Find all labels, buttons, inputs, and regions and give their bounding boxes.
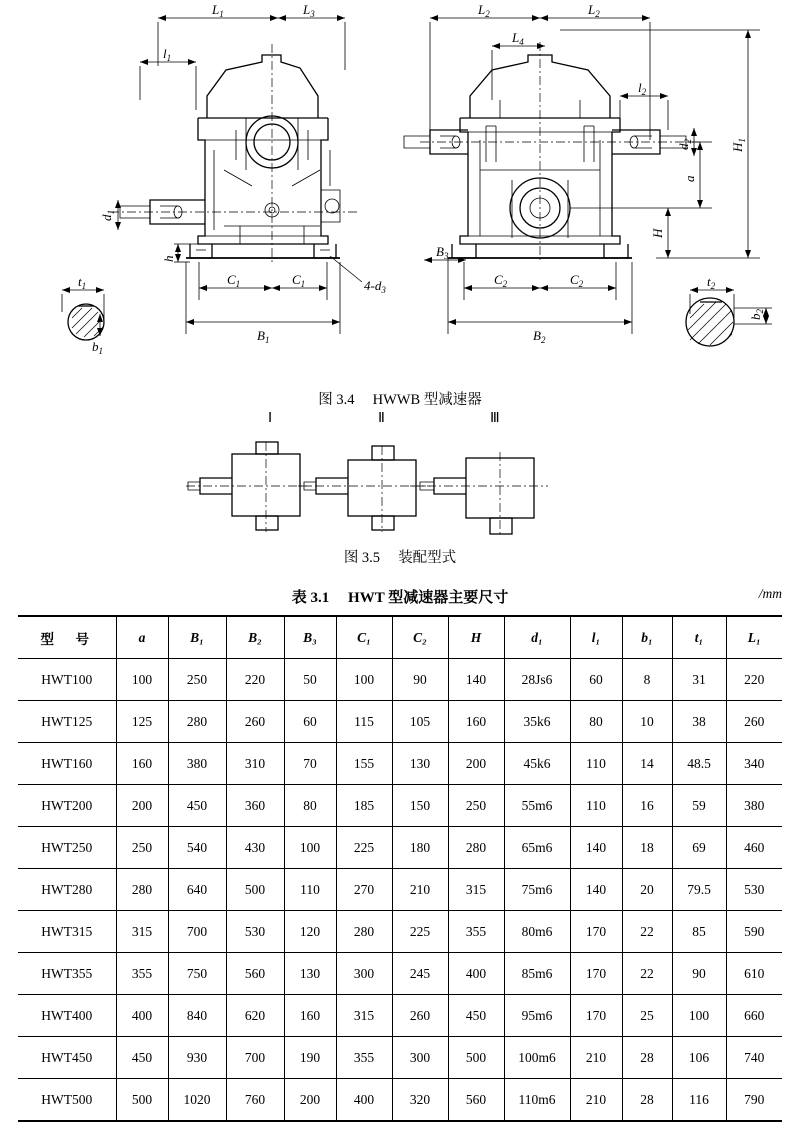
- table-cell: 80m6: [504, 911, 570, 953]
- cell-model: HWT160: [18, 743, 116, 785]
- col-header-B1: B₁: [168, 616, 226, 659]
- table-row: [18, 995, 782, 1037]
- table-cell: 59: [672, 785, 726, 827]
- table-cell: 280: [168, 701, 226, 743]
- table-cell: 200: [448, 743, 504, 785]
- table-cell: 355: [336, 1037, 392, 1079]
- cell-model: HWT355: [18, 953, 116, 995]
- cell-model: HWT315: [18, 911, 116, 953]
- figure-3-4-drawing: [0, 0, 800, 370]
- svg-text:t1: $t_1$: [78, 274, 87, 291]
- table-cell: 280: [448, 827, 504, 869]
- table-cell: 250: [116, 827, 168, 869]
- table-cell: 355: [448, 911, 504, 953]
- cell-model: HWT200: [18, 785, 116, 827]
- table-cell: 106: [672, 1037, 726, 1079]
- figure-3-5: [0, 408, 800, 566]
- table-cell: 90: [672, 953, 726, 995]
- figure-3-5-number: 图 3.5: [343, 550, 381, 566]
- col-header-t1: t₁: [672, 616, 726, 659]
- table-cell: 28: [622, 1037, 672, 1079]
- table-cell: 48.5: [672, 743, 726, 785]
- col-header-H: H: [448, 616, 504, 659]
- figure-3-5-title: 装配型式: [398, 550, 457, 566]
- cell-model: HWT125: [18, 701, 116, 743]
- figure-3-5-drawing: [0, 408, 800, 548]
- col-header-C1: C₁: [336, 616, 392, 659]
- col-header-C2: C₂: [392, 616, 448, 659]
- table-cell: 28Js6: [504, 659, 570, 701]
- table-cell: 700: [168, 911, 226, 953]
- figure-3-4: [0, 0, 800, 408]
- figure-3-4-caption: [0, 388, 800, 409]
- cell-model: HWT100: [18, 659, 116, 701]
- cell-model: HWT500: [18, 1079, 116, 1122]
- cell-model: HWT450: [18, 1037, 116, 1079]
- table-cell: 150: [392, 785, 448, 827]
- table-cell: 100: [284, 827, 336, 869]
- table-row: [18, 743, 782, 785]
- assembly-label-2: Ⅱ: [378, 411, 385, 426]
- table-row: [18, 911, 782, 953]
- table-cell: 60: [570, 659, 622, 701]
- svg-text:B2: $B_2$: [533, 328, 546, 345]
- table-cell: 85: [672, 911, 726, 953]
- table-cell: 170: [570, 911, 622, 953]
- table-cell: 210: [392, 869, 448, 911]
- table-cell: 70: [284, 743, 336, 785]
- table-cell: 116: [672, 1079, 726, 1122]
- table-cell: 220: [726, 659, 782, 701]
- svg-text:t2: $t_2$: [707, 274, 716, 291]
- table-cell: 110: [284, 869, 336, 911]
- table-cell: 155: [336, 743, 392, 785]
- table-cell: 31: [672, 659, 726, 701]
- table-row: [18, 869, 782, 911]
- table-cell: 340: [726, 743, 782, 785]
- table-cell: 190: [284, 1037, 336, 1079]
- table-cell: 260: [226, 701, 284, 743]
- table-cell: 315: [116, 911, 168, 953]
- table-cell: 110: [570, 743, 622, 785]
- dimensions-table: [18, 615, 782, 1122]
- table-cell: 140: [570, 869, 622, 911]
- table-unit: /mm: [758, 586, 782, 601]
- table-cell: 110: [570, 785, 622, 827]
- table-cell: 930: [168, 1037, 226, 1079]
- svg-text:h: h: [161, 255, 176, 262]
- table-cell: 245: [392, 953, 448, 995]
- col-header-b1: b₁: [622, 616, 672, 659]
- col-header-B2: B₂: [226, 616, 284, 659]
- table-cell: 80: [284, 785, 336, 827]
- table-cell: 310: [226, 743, 284, 785]
- table-3-1-title: [0, 586, 800, 607]
- table-cell: 355: [116, 953, 168, 995]
- table-cell: 260: [392, 995, 448, 1037]
- table-cell: 110m6: [504, 1079, 570, 1122]
- table-cell: 80: [570, 701, 622, 743]
- table-cell: 120: [284, 911, 336, 953]
- table-row: [18, 659, 782, 701]
- figure-3-5-caption: [0, 546, 800, 567]
- table-cell: 250: [168, 659, 226, 701]
- table-cell: 560: [448, 1079, 504, 1122]
- table-body: [18, 659, 782, 1122]
- svg-text:C2: $C_2$: [494, 272, 508, 289]
- table-cell: 100: [336, 659, 392, 701]
- table-cell: 140: [570, 827, 622, 869]
- table-cell: 105: [392, 701, 448, 743]
- table-cell: 95m6: [504, 995, 570, 1037]
- svg-text:L3: $L_3$: [303, 2, 315, 19]
- table-cell: 225: [336, 827, 392, 869]
- table-cell: 200: [284, 1079, 336, 1122]
- svg-text:H: H: [650, 228, 665, 238]
- table-cell: 115: [336, 701, 392, 743]
- table-cell: 530: [226, 911, 284, 953]
- table-cell: 55m6: [504, 785, 570, 827]
- col-header-d1: d₁: [504, 616, 570, 659]
- table-cell: 280: [116, 869, 168, 911]
- svg-text:a: a: [682, 175, 697, 182]
- table-title-text: HWT 型减速器主要尺寸: [348, 590, 509, 606]
- table-cell: 400: [448, 953, 504, 995]
- table-cell: 10: [622, 701, 672, 743]
- table-cell: 69: [672, 827, 726, 869]
- table-cell: 210: [570, 1079, 622, 1122]
- table-cell: 790: [726, 1079, 782, 1122]
- table-cell: 400: [336, 1079, 392, 1122]
- table-cell: 380: [726, 785, 782, 827]
- table-cell: 450: [116, 1037, 168, 1079]
- svg-text:l1: $l_1$: [163, 46, 172, 63]
- table-cell: 35k6: [504, 701, 570, 743]
- table-cell: 14: [622, 743, 672, 785]
- table-cell: 170: [570, 995, 622, 1037]
- table-cell: 760: [226, 1079, 284, 1122]
- table-cell: 160: [448, 701, 504, 743]
- table-cell: 170: [570, 953, 622, 995]
- table-cell: 540: [168, 827, 226, 869]
- table-cell: 180: [392, 827, 448, 869]
- table-cell: 100m6: [504, 1037, 570, 1079]
- svg-text:l2: $l_2$: [638, 80, 647, 97]
- table-cell: 500: [448, 1037, 504, 1079]
- svg-text:B3: $B_3$: [436, 244, 449, 261]
- svg-text:C1: $C_1$: [292, 272, 306, 289]
- svg-text:C2: $C_2$: [570, 272, 584, 289]
- table-cell: 16: [622, 785, 672, 827]
- table-cell: 100: [672, 995, 726, 1037]
- table-row: [18, 785, 782, 827]
- svg-text:H1: $H_1$: [730, 138, 747, 152]
- table-cell: 79.5: [672, 869, 726, 911]
- table-cell: 750: [168, 953, 226, 995]
- table-cell: 220: [226, 659, 284, 701]
- table-cell: 130: [284, 953, 336, 995]
- table-row: [18, 827, 782, 869]
- table-cell: 700: [226, 1037, 284, 1079]
- table-cell: 60: [284, 701, 336, 743]
- table-cell: 300: [336, 953, 392, 995]
- table-row: [18, 953, 782, 995]
- col-header-a: a: [116, 616, 168, 659]
- table-cell: 620: [226, 995, 284, 1037]
- table-cell: 450: [168, 785, 226, 827]
- table-cell: 270: [336, 869, 392, 911]
- col-header-L1: L₁: [726, 616, 782, 659]
- table-cell: 400: [116, 995, 168, 1037]
- table-number: 表 3.1: [291, 590, 330, 606]
- table-cell: 660: [726, 995, 782, 1037]
- table-row: [18, 1037, 782, 1079]
- table-cell: 25: [622, 995, 672, 1037]
- svg-text:B1: $B_1$: [257, 328, 270, 345]
- table-cell: 460: [726, 827, 782, 869]
- table-cell: 500: [116, 1079, 168, 1122]
- table-cell: 38: [672, 701, 726, 743]
- table-cell: 75m6: [504, 869, 570, 911]
- table-cell: 200: [116, 785, 168, 827]
- col-header-l1: l₁: [570, 616, 622, 659]
- table-cell: 50: [284, 659, 336, 701]
- table-cell: 250: [448, 785, 504, 827]
- svg-text:d1: $d_1$: [99, 210, 116, 221]
- table-cell: 185: [336, 785, 392, 827]
- table-cell: 45k6: [504, 743, 570, 785]
- table-cell: 320: [392, 1079, 448, 1122]
- table-row: [18, 701, 782, 743]
- cell-model: HWT250: [18, 827, 116, 869]
- svg-text:L1: $L_1$: [212, 2, 224, 19]
- table-cell: 18: [622, 827, 672, 869]
- svg-text:b2: $b_2$: [748, 309, 765, 320]
- table-cell: 430: [226, 827, 284, 869]
- cell-model: HWT400: [18, 995, 116, 1037]
- table-cell: 300: [392, 1037, 448, 1079]
- table-cell: 90: [392, 659, 448, 701]
- table-cell: 65m6: [504, 827, 570, 869]
- svg-text:L2: $L_2$: [588, 2, 600, 19]
- table-cell: 640: [168, 869, 226, 911]
- svg-text:L4: $L_4$: [512, 30, 524, 47]
- figure-3-4-number: 图 3.4: [318, 392, 355, 408]
- table-cell: 260: [726, 701, 782, 743]
- table-cell: 160: [116, 743, 168, 785]
- table-cell: 590: [726, 911, 782, 953]
- table-cell: 8: [622, 659, 672, 701]
- table-cell: 380: [168, 743, 226, 785]
- table-cell: 840: [168, 995, 226, 1037]
- table-cell: 100: [116, 659, 168, 701]
- table-cell: 22: [622, 953, 672, 995]
- table-cell: 450: [448, 995, 504, 1037]
- svg-text:b1: $b_1$: [92, 339, 103, 356]
- table-cell: 140: [448, 659, 504, 701]
- table-cell: 280: [336, 911, 392, 953]
- table-cell: 740: [726, 1037, 782, 1079]
- table-cell: 315: [448, 869, 504, 911]
- table-cell: 225: [392, 911, 448, 953]
- svg-text:L2: $L_2$: [478, 2, 490, 19]
- col-header-B3: B₃: [284, 616, 336, 659]
- table-cell: 130: [392, 743, 448, 785]
- table-cell: 20: [622, 869, 672, 911]
- table-cell: 210: [570, 1037, 622, 1079]
- table-cell: 360: [226, 785, 284, 827]
- table-cell: 1020: [168, 1079, 226, 1122]
- cell-model: HWT280: [18, 869, 116, 911]
- col-header-model: 型 号: [18, 616, 116, 659]
- svg-text:4-d3: $4-d_3$: [364, 278, 386, 295]
- table-cell: 125: [116, 701, 168, 743]
- table-row: [18, 1079, 782, 1122]
- assembly-label-3: Ⅲ: [490, 411, 500, 426]
- table-cell: 85m6: [504, 953, 570, 995]
- table-cell: 22: [622, 911, 672, 953]
- assembly-label-1: Ⅰ: [268, 411, 273, 426]
- table-cell: 560: [226, 953, 284, 995]
- table-cell: 315: [336, 995, 392, 1037]
- table-header-row: [18, 616, 782, 659]
- svg-text:C1: $C_1$: [227, 272, 241, 289]
- table-cell: 610: [726, 953, 782, 995]
- svg-text:d2: $d_2$: [676, 139, 693, 150]
- table-cell: 500: [226, 869, 284, 911]
- table-cell: 160: [284, 995, 336, 1037]
- table-cell: 530: [726, 869, 782, 911]
- table-cell: 28: [622, 1079, 672, 1122]
- figure-3-4-title: HWWB 型减速器: [372, 392, 482, 408]
